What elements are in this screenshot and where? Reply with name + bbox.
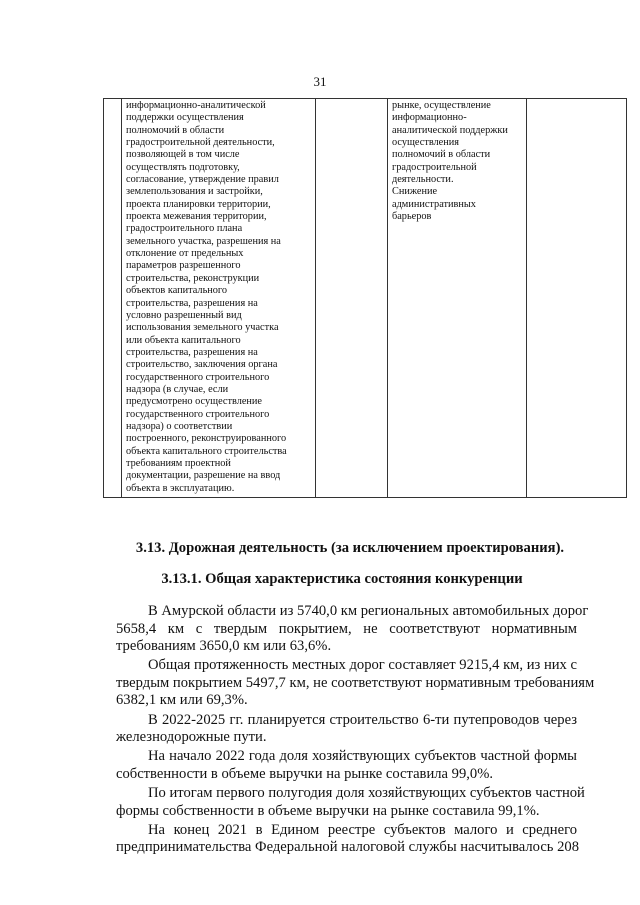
cell-text-line: административных [392, 198, 476, 210]
cell-text-line: условно разрешенный вид [126, 309, 242, 321]
subsection-heading: 3.13.1. Общая характеристика состояния конкуренции [161, 571, 523, 587]
paragraph-line: твердым покрытием 5497,7 км, не соответствуют нормативным требованиям [116, 674, 595, 691]
body-paragraph [116, 748, 577, 783]
section-heading: 3.13. Дорожная деятельность (за исключением проектирования). [135, 540, 565, 556]
paragraph-line: В Амурской области из 5740,0 км региональных автомобильных дорог [148, 603, 589, 619]
cell-text-line: или объекта капитального [126, 334, 241, 346]
cell-text-line: барьеров [392, 211, 432, 223]
cell-text-line: осуществлять подготовку, [126, 161, 240, 173]
expected-result-text [392, 100, 523, 223]
paragraph-line: собственности в объеме выручки на рынке составила 99,0%. [116, 765, 494, 782]
table-row [104, 99, 627, 498]
cell-text-line: аналитической поддержки [392, 124, 508, 136]
body-paragraph [116, 821, 580, 857]
cell-text-line: полномочий в области [392, 149, 491, 161]
body-text [116, 603, 595, 858]
measure-description-text [126, 100, 312, 495]
body-paragraph [116, 784, 585, 820]
paragraph-line: В 2022-2025 гг. планируется строительство 6-ти путепроводов через [148, 711, 577, 728]
paragraph-line: 6382,1 км или 69,3%. [116, 692, 248, 709]
cell-text-line: информационно-аналитической [126, 100, 266, 111]
body-paragraph [116, 712, 577, 747]
table-cell-measure-description [122, 99, 316, 498]
cell-text-line: согласование, утверждение правил [126, 174, 279, 186]
cell-text-line: проекта планировки территории, [126, 198, 271, 210]
cell-text-line: полномочий в области [126, 124, 225, 136]
table-cell-expected-result [388, 99, 527, 498]
cell-text-line: использования земельного участка [126, 322, 279, 334]
cell-text-line: Снижение [392, 186, 438, 198]
cell-text-line: градостроительной деятельности, [126, 137, 275, 149]
paragraph-line: формы собственности в объеме выручки на рынке составила 99,1%. [116, 802, 540, 819]
cell-text-line: объекта капитального строительства [126, 445, 287, 457]
cell-text-line: предусмотрено осуществление [126, 396, 262, 408]
cell-text-line: строительства, разрешения на [126, 297, 258, 309]
cell-text-line: проекта межевания территории, [126, 211, 267, 223]
cell-text-line: информационно- [392, 112, 467, 124]
cell-text-line: объектов капитального [126, 285, 228, 297]
cell-text-line: объекта в эксплуатацию. [126, 482, 235, 494]
cell-text-line: земельного участка, разрешения на [126, 235, 281, 247]
cell-text-line: градостроительного плана [126, 223, 243, 235]
cell-text-line: отклонение от предельных [126, 248, 244, 260]
paragraph-line: На конец 2021 в Едином реестре субъектов малого и среднего [148, 821, 577, 838]
cell-text-line: деятельности. [392, 174, 454, 186]
cell-text-line: градостроительной [392, 161, 477, 173]
cell-text-line: надзора) о соответствии [126, 420, 233, 432]
paragraph-line: требованиям 3650,0 км или 63,6%. [116, 638, 332, 655]
table-cell-empty-last [527, 99, 627, 498]
cell-text-line: строительства, разрешения на [126, 346, 258, 358]
cell-text-line: строительства, реконструкции [126, 272, 260, 284]
paragraph-line: По итогам первого полугодия доля хозяйствующих субъектов частной [148, 784, 585, 801]
cell-text-line: поддержки осуществления [126, 112, 244, 124]
cell-text-line: государственного строительного [126, 371, 270, 383]
cell-text-line: государственного строительного [126, 408, 270, 420]
cell-text-line: параметров разрешенного [126, 260, 241, 272]
page-number: 31 [313, 74, 327, 89]
table-cell-index [104, 99, 122, 498]
cell-text-line: землепользования и застройки, [126, 186, 263, 198]
cell-text-line: строительство, заключения органа [126, 359, 278, 371]
table-cell-empty [316, 99, 388, 498]
paragraph-line: Общая протяженность местных дорог составляет 9215,4 км, из них с [148, 657, 577, 674]
cell-text-line: требованиям проектной [126, 457, 231, 469]
body-paragraph [116, 657, 595, 710]
cell-text-line: осуществления [392, 137, 460, 149]
paragraph-line: 5658,4 км с твердым покрытием, не соответствуют нормативным [116, 620, 577, 637]
paragraph-line: На начало 2022 года доля хозяйствующих субъектов частной формы [148, 748, 577, 765]
paragraph-line: предпринимательства Федеральной налоговой службы насчитывалось 208 [116, 839, 580, 856]
cell-text-line: документации, разрешение на ввод [126, 470, 281, 482]
body-paragraph [116, 603, 589, 656]
cell-text-line: построенного, реконструированного [126, 433, 287, 445]
continuation-table [103, 98, 627, 498]
paragraph-line: железнодорожные пути. [116, 729, 267, 746]
cell-text-line: позволяющей в том числе [126, 149, 240, 161]
cell-text-line: надзора (в случае, если [126, 383, 229, 395]
cell-text-line: рынке, осуществление [392, 100, 491, 111]
